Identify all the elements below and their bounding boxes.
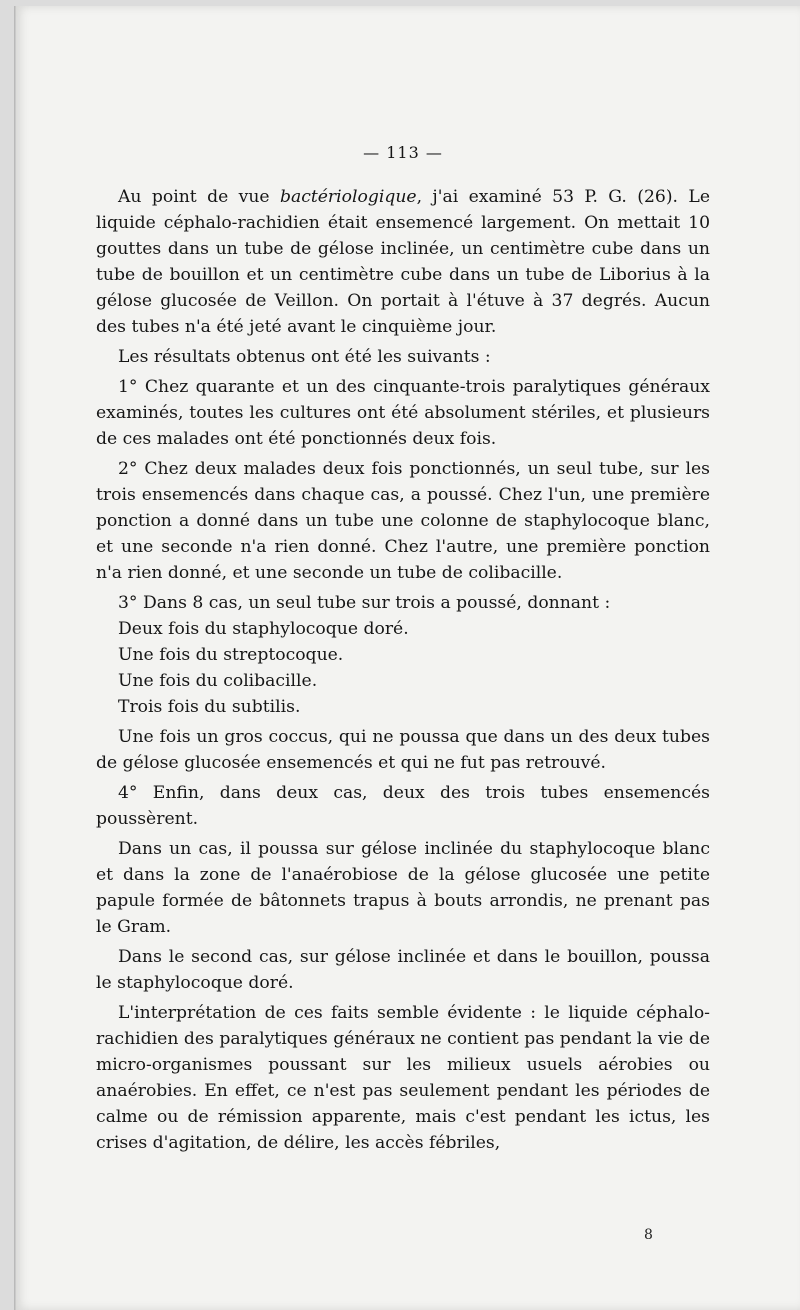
paragraph-gros-coccus: Une fois un gros coccus, qui ne poussa que dans un des deux tubes de gélose glucosée ensemencés et qui ne fut pas retrouvé.	[96, 727, 710, 773]
list-item-colibacille: Une fois du colibacille.	[118, 671, 318, 691]
paragraph-point-2: 2° Chez deux malades deux fois ponctionnés, un seul tube, sur les trois ensemencés dans chaque cas, a poussé. Chez l'un, une première ponction a donné dans un tube une colonne de staphylocoque blanc, et une seconde n'a rien donné. Chez l'autre, une première ponction n'a rien donné, et une seconde un tube de colibacille.	[96, 459, 710, 583]
paragraph-point-4: 4° Enfin, dans deux cas, deux des trois tubes ensemencés poussèrent.	[96, 783, 710, 829]
signature-mark: 8	[644, 1227, 653, 1243]
paragraph-intro-emphasis: bactériologique	[279, 187, 417, 207]
paragraph-point-1: 1° Chez quarante et un des cinquante-trois paralytiques généraux examinés, toutes les cultures ont été absolument stériles, et plusieurs de ces malades ont été ponctionnés deux fois.	[96, 377, 710, 449]
page-number-header: — 113 —	[363, 143, 443, 162]
list-item-subtilis: Trois fois du subtilis.	[118, 697, 301, 717]
paragraph-intro-pre: Au point de vue	[118, 187, 280, 207]
paragraph-interpretation: L'interprétation de ces faits semble évidente : le liquide céphalo-rachidien des paralytiques généraux ne contient pas pendant la vie de micro-organismes poussant sur les milieux usuels aérobies ou anaérobies. En effet, ce n'est pas seulement pendant les périodes de calme ou de rémission apparente, mais c'est pendant les ictus, les crises d'agitation, de délire, les accès fébriles,	[96, 1003, 710, 1153]
paragraph-intro	[96, 184, 710, 340]
list-item-staphylocoque-dore: Deux fois du staphylocoque doré.	[118, 619, 409, 639]
paragraph-first-case: Dans un cas, il poussa sur gélose inclinée du staphylocoque blanc et dans la zone de l'anaérobiose de la gélose glucosée une petite papule formée de bâtonnets trapus à bouts arrondis, ne prenant pas le Gram.	[96, 839, 710, 937]
paragraph-point-3: 3° Dans 8 cas, un seul tube sur trois a poussé, donnant :	[118, 593, 611, 613]
list-item-streptocoque: Une fois du streptocoque.	[118, 645, 344, 665]
paragraph-results-intro: Les résultats obtenus ont été les suivants :	[118, 347, 491, 367]
paragraph-intro-post: , j'ai examiné 53 P. G. (26). Le liquide céphalo-rachidien était ensemencé largement. On mettait 10 gouttes dans un tube de gélose inclinée, un centimètre cube dans un tube de bouillon et un centimètre cube dans un tube de Liborius à la gélose glucosée de Veillon. On portait à l'étuve à 37 degrés. Aucun des tubes n'a été jeté avant le cinquième jour.	[96, 187, 710, 337]
paragraph-second-case: Dans le second cas, sur gélose inclinée et dans le bouillon, poussa le staphylocoque doré.	[96, 947, 710, 993]
page-body	[96, 140, 710, 1156]
